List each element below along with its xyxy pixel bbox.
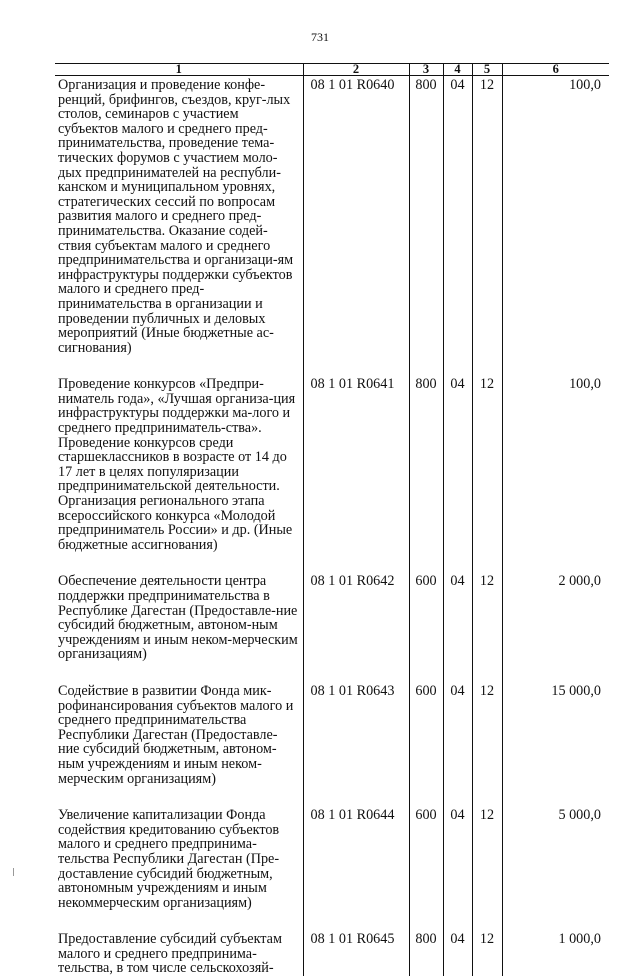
table-row	[55, 76, 609, 376]
table-row	[55, 930, 609, 976]
table-row	[55, 572, 609, 682]
column-header-type: 3	[409, 64, 443, 76]
row-amount: 1 000,0	[502, 930, 609, 976]
column-header-amount: 6	[502, 64, 609, 76]
row-subsection: 12	[472, 375, 502, 572]
row-code: 08 1 01 R0645	[303, 930, 409, 976]
row-subsection: 12	[472, 682, 502, 806]
column-header-code: 2	[303, 64, 409, 76]
budget-table	[55, 63, 609, 976]
row-code: 08 1 01 R0643	[303, 682, 409, 806]
page-number: 731	[311, 30, 329, 44]
row-subsection: 12	[472, 930, 502, 976]
row-code: 08 1 01 R0640	[303, 76, 409, 376]
row-section: 04	[443, 76, 472, 376]
row-subsection: 12	[472, 76, 502, 376]
row-amount: 100,0	[502, 76, 609, 376]
row-description: Содействие в развитии Фонда мик-рофинансирования субъектов малого и среднего предпринимательства Республики Дагестан (Предоставле-ние субсидий бюджетным, автоном-ным учреждениям и иным неком-мерческим организациям)	[58, 682, 294, 787]
row-section: 04	[443, 806, 472, 930]
row-code: 08 1 01 R0642	[303, 572, 409, 682]
row-section: 04	[443, 930, 472, 976]
row-expense-type: 600	[409, 572, 443, 682]
row-amount: 2 000,0	[502, 572, 609, 682]
row-description: Увеличение капитализации Фонда содействия кредитованию субъектов малого и среднего предпринима-тельства Республики Дагестан (Пре-доставление субсидий бюджетным, автономным учреждениям и иным некоммерческим организациям)	[58, 807, 280, 911]
row-subsection: 12	[472, 806, 502, 930]
row-expense-type: 800	[409, 930, 443, 976]
row-expense-type: 800	[409, 76, 443, 376]
row-code: 08 1 01 R0641	[303, 375, 409, 572]
table-row	[55, 806, 609, 930]
row-code: 08 1 01 R0644	[303, 806, 409, 930]
row-amount: 100,0	[502, 375, 609, 572]
row-description: Обеспечение деятельности центра поддержки предпринимательства в Республике Дагестан (Предоставле-ние субсидий бюджетным, автоном-ным учреждениям и иным неком-мерческим организациям)	[58, 573, 298, 663]
row-section: 04	[443, 572, 472, 682]
row-section: 04	[443, 682, 472, 806]
row-amount: 5 000,0	[502, 806, 609, 930]
column-header-section: 4	[443, 64, 472, 76]
row-expense-type: 600	[409, 682, 443, 806]
row-expense-type: 600	[409, 806, 443, 930]
row-amount: 15 000,0	[502, 682, 609, 806]
column-header-subsection: 5	[472, 64, 502, 76]
row-expense-type: 800	[409, 375, 443, 572]
scan-margin-mark	[13, 868, 17, 876]
row-description: Проведение конкурсов «Предпри-ниматель года», «Лучшая организа-ция инфраструктуры поддержки ма-лого и среднего предприниматель-ства». Проведение конкурсов среди старшеклассников в возрасте от 14 до 17 лет в целях популяризации предпринимательской деятельности. Организация регионального этапа всероссийского конкурса «Молодой предприниматель России» и др. (Иные бюджетные ассигнования)	[58, 376, 296, 553]
column-number-header	[55, 64, 609, 76]
row-description: Организация и проведение конфе-ренций, брифингов, съездов, круг-лых столов, семинаров с участием субъектов малого и среднего пред-принимательства, проведение тема-тических форумов с участием моло-дых предпринимателей на республи-канском и муниципальном уровнях, стратегических сессий по вопросам развития малого и среднего пред-принимательства. Оказание содей-ствия субъектам малого и среднего предпринимательства и организаци-ям инфраструктуры поддержки субъектов малого и среднего пред-принимательства в организации и проведении публичных и деловых мероприятий (Иные бюджетные ас-сигнования)	[58, 77, 294, 356]
column-header-description: 1	[55, 64, 303, 76]
table-row	[55, 682, 609, 806]
table-row	[55, 375, 609, 572]
row-subsection: 12	[472, 572, 502, 682]
row-section: 04	[443, 375, 472, 572]
row-description: Предоставление субсидий субъектам малого и среднего предпринима-тельства, в том числе сельскохозяй-	[58, 931, 282, 976]
